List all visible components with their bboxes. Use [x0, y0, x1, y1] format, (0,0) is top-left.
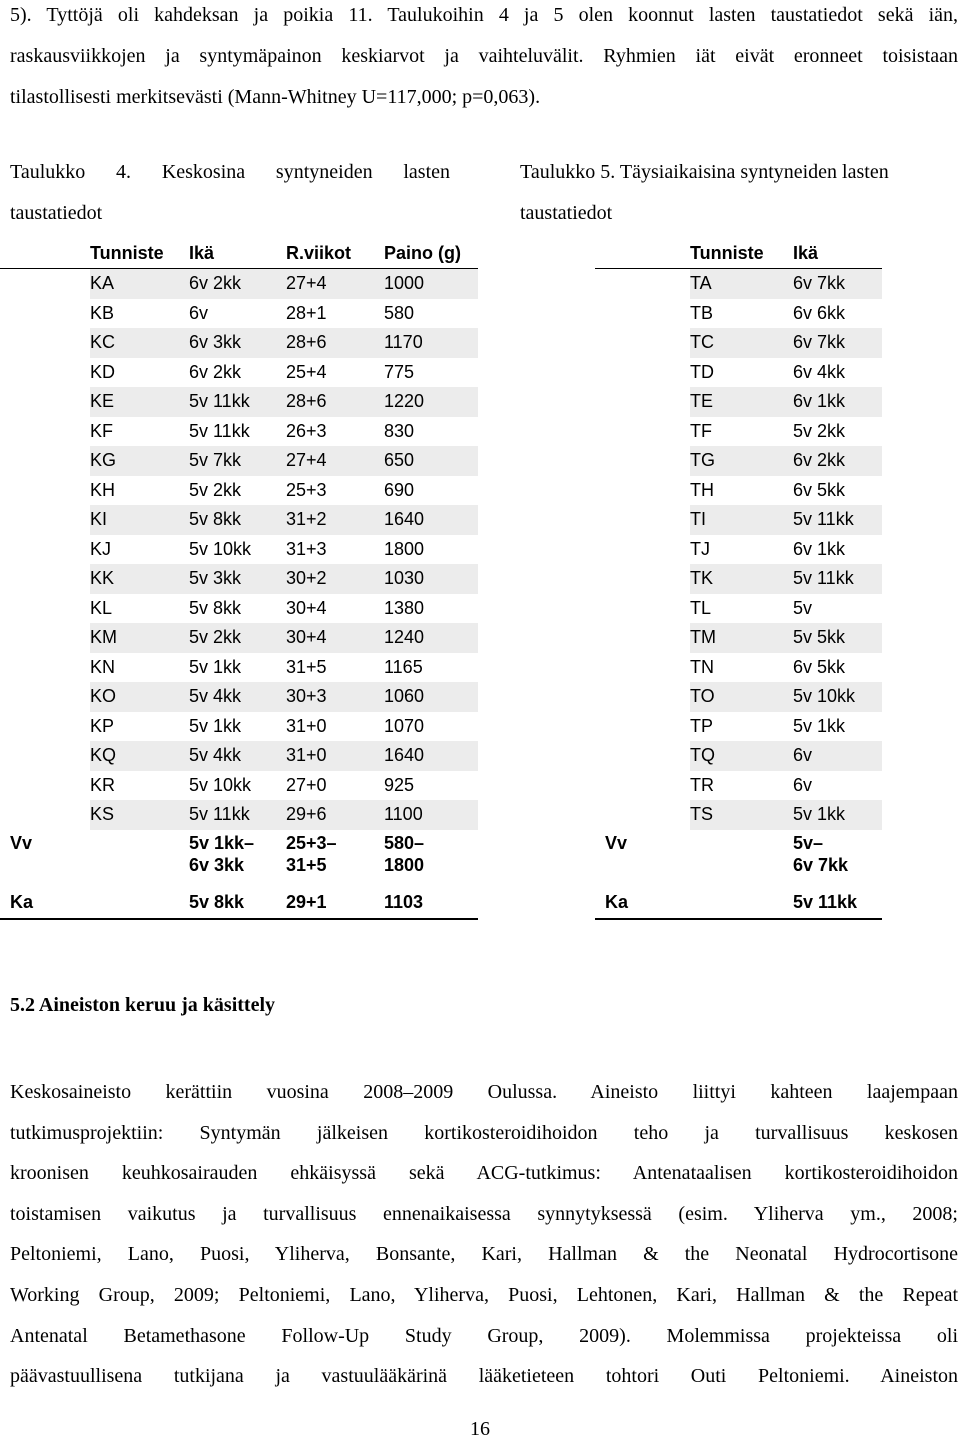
- cell-paino: 1000: [384, 269, 478, 299]
- body-line: Keskosaineisto kerättiin vuosina 2008–2009 Oulussa. Aineisto liittyi kahteen laajempaan: [10, 1081, 958, 1103]
- cell-ika: 5v 8kk: [189, 505, 286, 535]
- table4-caption: [10, 152, 450, 234]
- table-row: [0, 741, 478, 771]
- body-line: toistamisen vaikutus ja turvallisuus ennenaikaisessa synnytyksessä (esim. Yliherva ym., 2008;: [10, 1202, 958, 1225]
- table-row: [0, 417, 478, 447]
- cell-ika: 6v 2kk: [793, 446, 882, 476]
- cell-tunniste: TE: [690, 387, 793, 417]
- cell-tunniste: TB: [690, 302, 714, 323]
- table-row: [0, 535, 478, 565]
- range-weight: 580– 1800: [384, 832, 425, 875]
- cell-ika: 5v 2kk: [189, 623, 286, 653]
- table5-caption: [520, 152, 960, 234]
- cell-ika: 5v 3kk: [189, 564, 286, 594]
- cell-ika: 6v 5kk: [793, 656, 846, 677]
- mean-age: 5v 11kk: [793, 888, 882, 919]
- range-label: Vv: [10, 832, 33, 853]
- intro-paragraph: [10, 0, 958, 118]
- table5-header-row: [595, 238, 882, 269]
- cell-ika: 5v 1kk: [793, 715, 846, 736]
- body-line: Peltoniemi, Lano, Puosi, Yliherva, Bonsante, Kari, Hallman & the Neonatal Hydrocortisone: [10, 1243, 958, 1266]
- cell-tunniste: TM: [690, 623, 793, 653]
- table-row: [0, 771, 478, 801]
- cell-ika: 5v 2kk: [793, 420, 846, 441]
- table4-caption-line: Taulukko 4. Keskosina syntyneiden lasten: [10, 161, 450, 183]
- mean-label: Ka: [595, 888, 690, 919]
- cell-ika: 5v 4kk: [189, 741, 286, 771]
- cell-ika: 5v 10kk: [793, 682, 882, 712]
- cell-raskausviikot: 28+6: [286, 387, 384, 417]
- cell-paino: 1380: [384, 597, 425, 618]
- table-row: [0, 623, 478, 653]
- cell-ika: 6v: [793, 774, 813, 795]
- cell-ika: 6v 7kk: [793, 269, 882, 299]
- cell-tunniste: KN: [90, 656, 116, 677]
- cell-raskausviikot: 27+4: [286, 269, 384, 299]
- body-paragraph: [10, 1072, 958, 1397]
- body-line: tutkimusprojektiin: Syntymän jälkeisen kortikosteroidihoidon teho ja turvallisuus keskosen: [10, 1121, 958, 1144]
- cell-raskausviikot: 31+0: [286, 715, 327, 736]
- cell-tunniste: TQ: [690, 741, 793, 771]
- cell-paino: 925: [384, 774, 415, 795]
- range-label: Vv: [605, 832, 628, 853]
- mean-age: 5v 8kk: [189, 888, 286, 919]
- cell-paino: 1800: [384, 538, 425, 559]
- cell-ika: 6v 2kk: [189, 269, 286, 299]
- table-row: [0, 564, 478, 594]
- table-row: [0, 800, 478, 830]
- cell-tunniste: TA: [690, 269, 793, 299]
- table-row: [0, 476, 478, 506]
- table5-caption-line: taustatiedot: [520, 202, 613, 224]
- table5-fullterm-background: [595, 238, 882, 920]
- header-raskausviikot: R.viikot: [286, 238, 384, 269]
- cell-tunniste: TO: [690, 682, 793, 712]
- cell-paino: 1240: [384, 623, 478, 653]
- table-row: [595, 505, 882, 535]
- cell-paino: 1640: [384, 505, 478, 535]
- cell-tunniste: KO: [90, 682, 189, 712]
- cell-raskausviikot: 27+0: [286, 774, 327, 795]
- body-line: Antenatal Betamethasone Follow-Up Study Group, 2009). Molemmissa projekteissa oli: [10, 1324, 958, 1347]
- cell-tunniste: KR: [90, 774, 116, 795]
- intro-line: tilastollisesti merkitsevästi (Mann-Whitney U=117,000; p=0,063).: [10, 86, 541, 108]
- table-row: [595, 476, 882, 506]
- table-row: [595, 299, 882, 329]
- table4-range-row: [0, 830, 478, 888]
- cell-ika: 5v 10kk: [189, 538, 252, 559]
- cell-ika: 5v 8kk: [189, 597, 242, 618]
- table-row: [0, 446, 478, 476]
- table5-range-row: [595, 830, 882, 888]
- table-row: [0, 358, 478, 388]
- cell-tunniste: TS: [690, 800, 793, 830]
- cell-raskausviikot: 29+6: [286, 800, 384, 830]
- cell-ika: 6v 1kk: [793, 387, 882, 417]
- intro-line: raskausviikkojen ja syntymäpainon keskiarvot ja vaihteluvälit. Ryhmien iät eivät eronneet toisistaan: [10, 45, 958, 67]
- header-tunniste: Tunniste: [90, 238, 189, 269]
- cell-ika: 5v 10kk: [189, 774, 252, 795]
- intro-line: 5). Tyttöjä oli kahdeksan ja poikia 11. Taulukoihin 4 ja 5 olen koonnut lasten taustatiedot sekä iän,: [10, 4, 958, 26]
- cell-ika: 6v: [793, 741, 882, 771]
- table5-caption-line: Taulukko 5. Täysiaikaisina syntyneiden lasten: [520, 161, 889, 183]
- cell-tunniste: TH: [690, 479, 714, 500]
- cell-raskausviikot: 31+0: [286, 741, 384, 771]
- cell-raskausviikot: 31+3: [286, 538, 327, 559]
- table-row: [0, 594, 478, 624]
- cell-raskausviikot: 30+4: [286, 623, 384, 653]
- cell-ika: 5v 7kk: [189, 446, 286, 476]
- cell-tunniste: KP: [90, 715, 115, 736]
- range-age: 5v 1kk– 6v 3kk: [189, 832, 255, 875]
- cell-paino: 1100: [384, 800, 478, 830]
- table-row: [595, 446, 882, 476]
- cell-ika: 6v 5kk: [793, 479, 846, 500]
- header-paino: Paino (g): [384, 238, 478, 269]
- cell-ika: 5v 1kk: [793, 800, 882, 830]
- table-row: [595, 712, 882, 742]
- table5-mean-row: [595, 888, 882, 919]
- cell-paino: 1070: [384, 715, 425, 736]
- cell-tunniste: TI: [690, 505, 793, 535]
- cell-ika: 5v 11kk: [189, 420, 250, 441]
- table4-preterm-background: [0, 238, 478, 920]
- cell-tunniste: KK: [90, 564, 189, 594]
- cell-tunniste: TK: [690, 564, 793, 594]
- table4-mean-row: [0, 888, 478, 919]
- cell-raskausviikot: 30+3: [286, 682, 384, 712]
- range-weeks: 25+3– 31+5: [286, 832, 337, 875]
- body-line: Working Group, 2009; Peltoniemi, Lano, Yliherva, Puosi, Lehtonen, Kari, Hallman & the Repeat: [10, 1283, 958, 1306]
- table-row: [595, 417, 882, 447]
- cell-ika: 6v: [189, 302, 209, 323]
- table-row: [0, 269, 478, 299]
- cell-raskausviikot: 30+4: [286, 597, 327, 618]
- table-row: [0, 387, 478, 417]
- table-row: [0, 653, 478, 683]
- table-row: [595, 535, 882, 565]
- cell-tunniste: TG: [690, 446, 793, 476]
- cell-ika: 5v 11kk: [793, 505, 882, 535]
- cell-tunniste: KF: [90, 420, 114, 441]
- cell-tunniste: TP: [690, 715, 714, 736]
- cell-raskausviikot: 25+3: [286, 479, 327, 500]
- body-line: kroonisen keuhkosairauden ehkäisyssä sekä ACG-tutkimus: Antenataalisen kortikosteroidihoidon: [10, 1162, 958, 1185]
- cell-ika: 5v 11kk: [793, 564, 882, 594]
- cell-ika: 5v 1kk: [189, 656, 242, 677]
- cell-raskausviikot: 31+5: [286, 656, 327, 677]
- table4-caption-line: taustatiedot: [10, 202, 103, 224]
- cell-ika: 6v 2kk: [189, 361, 242, 382]
- cell-tunniste: KS: [90, 800, 189, 830]
- table-row: [595, 800, 882, 830]
- cell-tunniste: KD: [90, 361, 116, 382]
- table-row: [595, 623, 882, 653]
- cell-tunniste: TC: [690, 328, 793, 358]
- cell-tunniste: KB: [90, 302, 115, 323]
- cell-ika: 5v: [793, 597, 813, 618]
- cell-paino: 690: [384, 479, 415, 500]
- cell-paino: 1220: [384, 387, 478, 417]
- table4-header-row: [0, 238, 478, 269]
- mean-weight: 1103: [384, 888, 478, 919]
- cell-tunniste: KH: [90, 479, 116, 500]
- table4-body: [0, 269, 478, 830]
- table-row: [0, 682, 478, 712]
- table-row: [595, 564, 882, 594]
- table-row: [595, 594, 882, 624]
- cell-raskausviikot: 30+2: [286, 564, 384, 594]
- cell-paino: 1640: [384, 741, 478, 771]
- cell-tunniste: TN: [690, 656, 714, 677]
- cell-raskausviikot: 28+1: [286, 302, 327, 323]
- header-ika: Ikä: [189, 238, 286, 269]
- cell-tunniste: KJ: [90, 538, 112, 559]
- cell-tunniste: KQ: [90, 741, 189, 771]
- cell-ika: 5v 11kk: [189, 387, 286, 417]
- header-tunniste: Tunniste: [690, 238, 793, 269]
- header-ika: Ikä: [793, 238, 882, 269]
- table-row: [595, 358, 882, 388]
- cell-tunniste: TF: [690, 420, 712, 441]
- cell-raskausviikot: 26+3: [286, 420, 327, 441]
- table-row: [595, 387, 882, 417]
- cell-tunniste: KL: [90, 597, 113, 618]
- cell-paino: 650: [384, 446, 478, 476]
- table-row: [0, 299, 478, 329]
- table-row: [595, 682, 882, 712]
- cell-tunniste: KM: [90, 623, 189, 653]
- cell-ika: 5v 4kk: [189, 682, 286, 712]
- cell-paino: 580: [384, 302, 415, 323]
- cell-ika: 6v 1kk: [793, 538, 846, 559]
- table-row: [0, 712, 478, 742]
- cell-tunniste: TR: [690, 774, 714, 795]
- cell-paino: 1165: [384, 656, 423, 677]
- cell-raskausviikot: 25+4: [286, 361, 327, 382]
- table-row: [595, 269, 882, 299]
- cell-tunniste: TJ: [690, 538, 710, 559]
- cell-ika: 5v 11kk: [189, 800, 286, 830]
- cell-paino: 1060: [384, 682, 478, 712]
- cell-ika: 5v 2kk: [189, 479, 242, 500]
- table-row: [595, 653, 882, 683]
- cell-tunniste: KE: [90, 387, 189, 417]
- mean-weeks: 29+1: [286, 888, 384, 919]
- table5-body: [595, 269, 882, 830]
- cell-tunniste: KG: [90, 446, 189, 476]
- cell-tunniste: TD: [690, 361, 714, 382]
- body-line: päävastuullisena tutkijana ja vastuulääkärinä lääketieteen tohtori Outi Peltoniemi. Aineiston: [10, 1365, 958, 1388]
- cell-paino: 830: [384, 420, 415, 441]
- cell-raskausviikot: 27+4: [286, 446, 384, 476]
- cell-paino: 775: [384, 361, 415, 382]
- cell-ika: 6v 4kk: [793, 361, 846, 382]
- cell-paino: 1170: [384, 328, 478, 358]
- cell-ika: 5v 5kk: [793, 623, 882, 653]
- table-row: [0, 505, 478, 535]
- cell-tunniste: KI: [90, 505, 189, 535]
- table-row: [595, 328, 882, 358]
- cell-raskausviikot: 28+6: [286, 328, 384, 358]
- cell-paino: 1030: [384, 564, 478, 594]
- mean-label: Ka: [0, 888, 90, 919]
- cell-ika: 6v 3kk: [189, 328, 286, 358]
- cell-raskausviikot: 31+2: [286, 505, 384, 535]
- cell-ika: 5v 1kk: [189, 715, 242, 736]
- cell-tunniste: KC: [90, 328, 189, 358]
- section-heading: 5.2 Aineiston keruu ja käsittely: [10, 994, 276, 1016]
- table-row: [595, 741, 882, 771]
- page-number: 16: [470, 1418, 490, 1440]
- cell-tunniste: TL: [690, 597, 712, 618]
- cell-ika: 6v 6kk: [793, 302, 846, 323]
- table-row: [595, 771, 882, 801]
- range-age: 5v– 6v 7kk: [793, 832, 849, 875]
- table-row: [0, 328, 478, 358]
- cell-ika: 6v 7kk: [793, 328, 882, 358]
- cell-tunniste: KA: [90, 269, 189, 299]
